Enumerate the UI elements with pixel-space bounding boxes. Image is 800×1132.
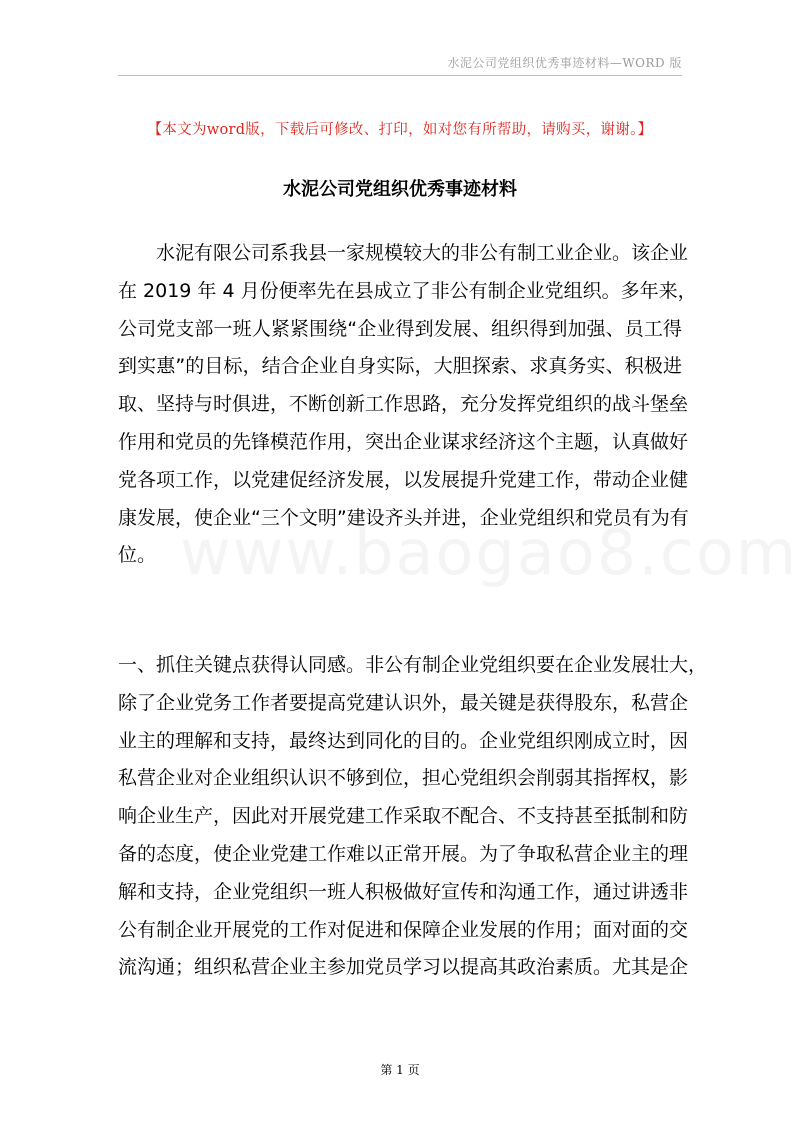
text-line: 党各项工作，以党建促经济发展，以发展提升党建工作，带动企业健 [118,468,689,491]
page-number: 第 1 页 [380,1063,420,1077]
text-line: 在 2019 年 4 月份便率先在县成立了非公有制企业党组织。多年来， [118,279,697,302]
page-header: 水泥公司党组织优秀事迹材料—WORD 版 [447,56,682,70]
paragraph-section-1 [118,647,708,987]
text-line: 位。 [118,544,157,567]
text-line: 康发展，使企业“三个文明”建设齐头并进，企业党组织和党员有为有 [118,506,689,529]
paragraph-intro [118,235,697,575]
text-line: 作用和党员的先锋模范作用，突出企业谋求经济这个主题，认真做好 [118,430,689,453]
text-line: 水泥有限公司系我县一家规模较大的非公有制工业企业。该企业 [118,242,689,264]
text-line: 业主的理解和支持，最终达到同化的目的。企业党组织刚成立时，因 [118,729,689,752]
text-line: 取、坚持与时俱进，不断创新工作思路，充分发挥党组织的战斗堡垒 [118,393,689,416]
text-line: 一、抓住关键点获得认同感。非公有制企业党组织要在企业发展壮大， [118,654,708,676]
text-line: 流沟通；组织私营企业主参加党员学习以提高其政治素质。尤其是企 [118,956,689,979]
text-line: 备的态度，使企业党建工作难以正常开展。为了争取私营企业主的理 [118,842,689,865]
text-line: 到实惠”的目标，结合企业自身实际，大胆探索、求真务实、积极进 [118,355,682,378]
text-line: 解和支持，企业党组织一班人积极做好宣传和沟通工作，通过讲透非 [118,880,689,903]
text-line: 公有制企业开展党的工作对促进和保障企业发展的作用；面对面的交 [118,918,689,941]
header-divider [118,75,682,76]
document-title: 水泥公司党组织优秀事迹材料 [283,179,517,200]
text-line: 响企业生产，因此对开展党建工作采取不配合、不支持甚至抵制和防 [118,805,689,828]
download-notice: 【本文为word版，下载后可修改、打印，如对您有所帮助，请购买，谢谢。】 [147,122,653,138]
text-line: 公司党支部一班人紧紧围绕“企业得到发展、组织得到加强、员工得 [118,317,682,340]
text-line: 私营企业对企业组织认识不够到位，担心党组织会削弱其指挥权，影 [118,767,689,790]
text-line: 除了企业党务工作者要提高党建认识外，最关键是获得股东，私营企 [118,691,689,714]
